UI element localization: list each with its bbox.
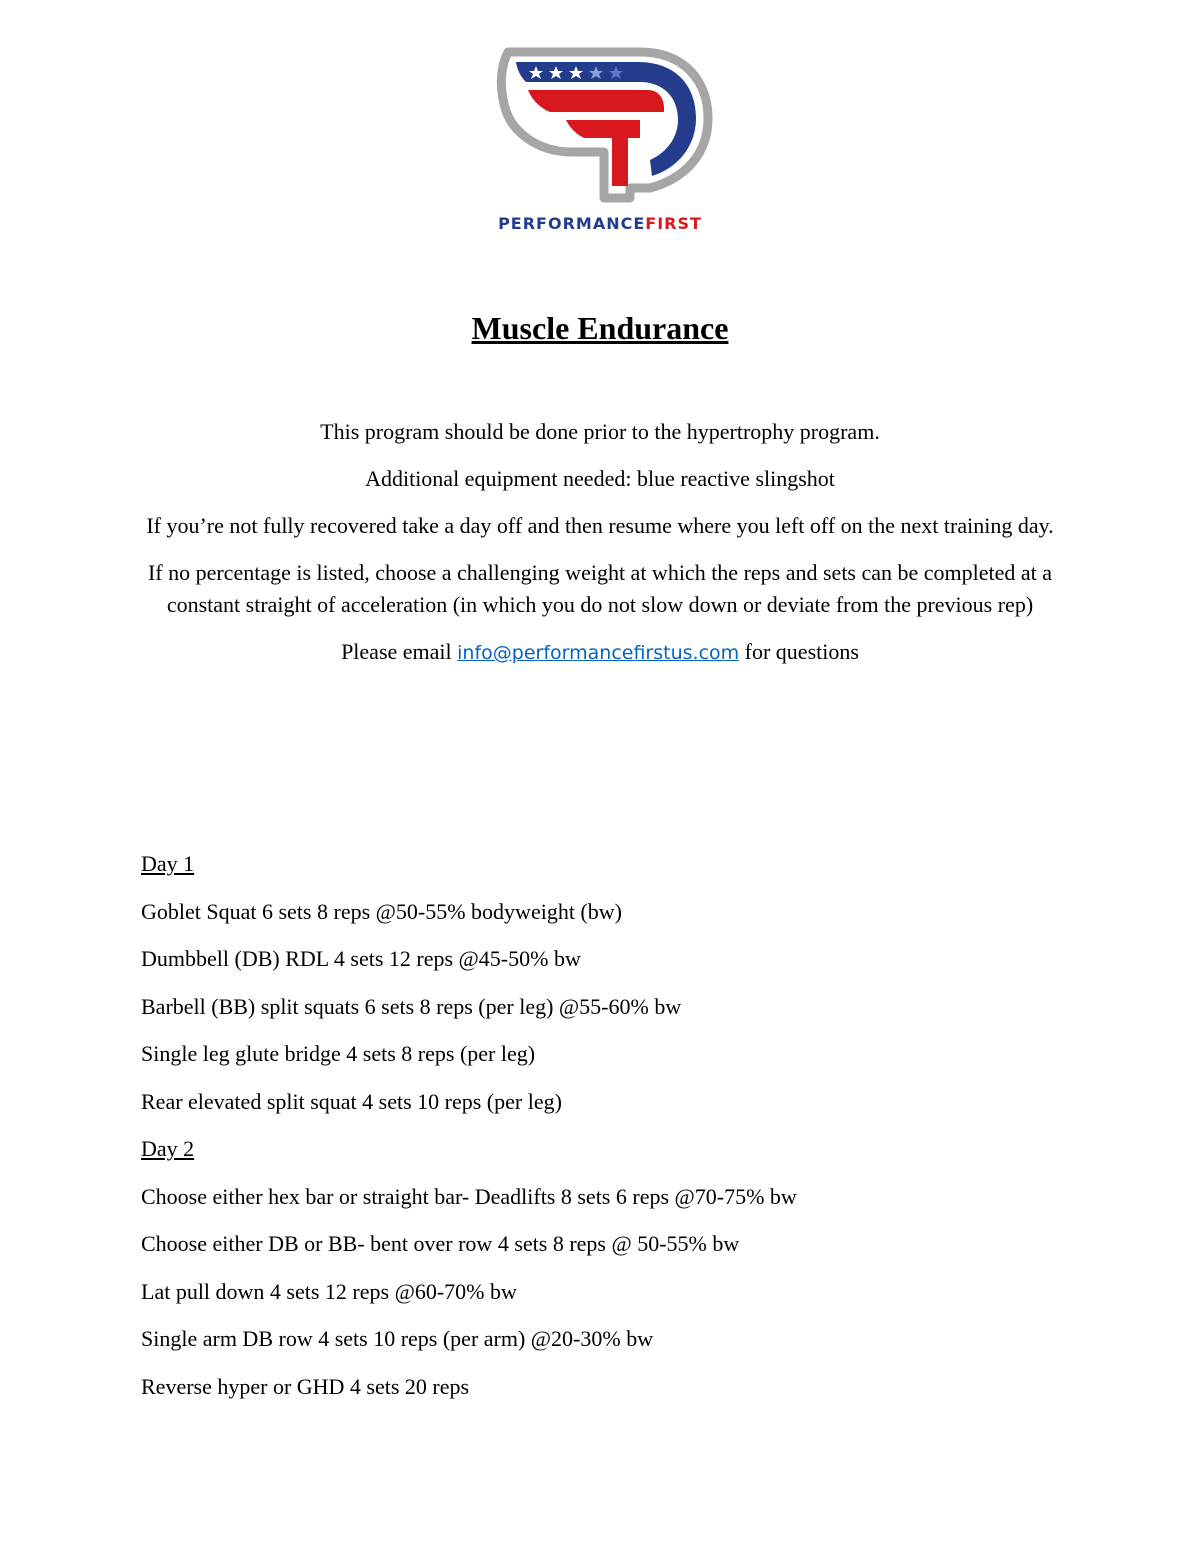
day-1-exercise: Single leg glute bridge 4 sets 8 reps (per leg) xyxy=(141,1041,536,1066)
email-suffix: for questions xyxy=(739,639,859,664)
intro-line-prior: This program should be done prior to the hypertrophy program. xyxy=(320,419,880,444)
day-2-heading: Day 2 xyxy=(141,1136,195,1161)
brand-part-first: FIRST xyxy=(645,214,702,233)
performance-first-emblem-icon xyxy=(480,40,720,210)
intro-section xyxy=(140,416,1060,684)
day-2-exercise: Single arm DB row 4 sets 10 reps (per arm) @20-30% bw xyxy=(141,1326,654,1351)
intro-line-percentage: If no percentage is listed, choose a challenging weight at which the reps and sets can be completed at a constant straight of acceleration (in which you do not slow down or deviate from the previous rep) xyxy=(147,560,1053,617)
intro-line-equipment: Additional equipment needed: blue reactive slingshot xyxy=(365,466,835,491)
intro-line-email xyxy=(140,636,1060,669)
brand-wordmark xyxy=(480,214,720,233)
program-days xyxy=(141,848,1141,1418)
intro-line-recovery: If you’re not fully recovered take a day off and then resume where you left off on the next training day. xyxy=(146,513,1054,538)
day-1-exercise: Rear elevated split squat 4 sets 10 reps (per leg) xyxy=(141,1088,562,1114)
day-1-heading: Day 1 xyxy=(141,851,195,876)
brand-part-performance: PERFORMANCE xyxy=(498,214,646,233)
day-2-exercise: Lat pull down 4 sets 12 reps @60-70% bw xyxy=(141,1278,517,1304)
day-1-exercise: Barbell (BB) split squats 6 sets 8 reps (per leg) @55-60% bw xyxy=(141,993,682,1019)
day-1-exercise: Goblet Squat 6 sets 8 reps @50-55% bodyweight (bw) xyxy=(141,898,622,924)
day-2-exercise: Choose either DB or BB- bent over row 4 sets 8 reps @ 50-55% bw xyxy=(141,1231,740,1256)
logo xyxy=(480,40,720,240)
email-prefix: Please email xyxy=(341,639,458,664)
day-2-exercise: Choose either hex bar or straight bar- Deadlifts 8 sets 6 reps @70-75% bw xyxy=(141,1183,797,1209)
email-link[interactable]: info@performancefirstus.com xyxy=(457,642,740,664)
page-title: Muscle Endurance xyxy=(471,310,729,346)
day-1-exercise: Dumbbell (DB) RDL 4 sets 12 reps @45-50% bw xyxy=(141,946,581,971)
day-2-exercise: Reverse hyper or GHD 4 sets 20 reps xyxy=(141,1373,470,1399)
